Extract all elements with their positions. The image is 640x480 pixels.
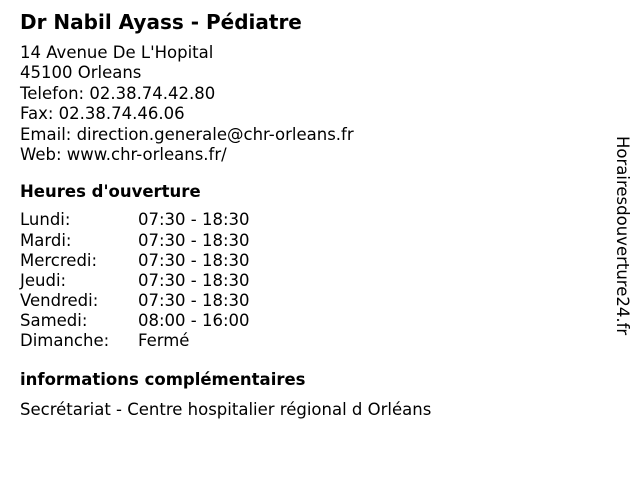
- time-range: 07:30 - 18:30: [138, 250, 250, 270]
- email-address: Email: direction.generale@chr-orleans.fr: [20, 124, 354, 144]
- contact-block: [20, 43, 600, 165]
- city-postcode: 45100 Orleans: [20, 63, 142, 83]
- business-card: [20, 10, 600, 420]
- hours-row-tuesday: [20, 231, 600, 251]
- hours-row-saturday: [20, 311, 600, 331]
- hours-row-wednesday: [20, 251, 600, 271]
- page-title: Dr Nabil Ayass - Pédiatre: [20, 10, 302, 34]
- phone-number: Telefon: 02.38.74.42.80: [20, 83, 216, 103]
- day-label: Mardi:: [20, 230, 72, 250]
- fax-number: Fax: 02.38.74.46.06: [20, 104, 185, 124]
- additional-info-heading: informations complémentaires: [20, 370, 306, 390]
- hours-row-thursday: [20, 271, 600, 291]
- street-address: 14 Avenue De L'Hopital: [20, 43, 214, 62]
- day-label: Mercredi:: [20, 250, 98, 270]
- website-address: Web: www.chr-orleans.fr/: [20, 145, 227, 165]
- time-range: 07:30 - 18:30: [138, 210, 250, 230]
- time-range: Fermé: [138, 331, 190, 350]
- hours-row-friday: [20, 291, 600, 311]
- opening-hours-heading: Heures d'ouverture: [20, 182, 201, 202]
- hours-row-monday: [20, 210, 600, 230]
- day-label: Jeudi:: [20, 270, 67, 290]
- site-watermark: Horairesdouverture24.fr: [613, 136, 632, 336]
- hours-row-sunday: [20, 331, 600, 351]
- day-label: Dimanche:: [20, 331, 110, 350]
- time-range: 07:30 - 18:30: [138, 230, 250, 250]
- day-label: Samedi:: [20, 310, 88, 330]
- time-range: 07:30 - 18:30: [138, 290, 250, 310]
- opening-hours-table: [20, 210, 600, 351]
- time-range: 08:00 - 16:00: [138, 310, 250, 330]
- additional-info-text: Secrétariat - Centre hospitalier régional d Orléans: [20, 400, 432, 420]
- day-label: Lundi:: [20, 210, 71, 230]
- day-label: Vendredi:: [20, 290, 99, 310]
- time-range: 07:30 - 18:30: [138, 270, 250, 290]
